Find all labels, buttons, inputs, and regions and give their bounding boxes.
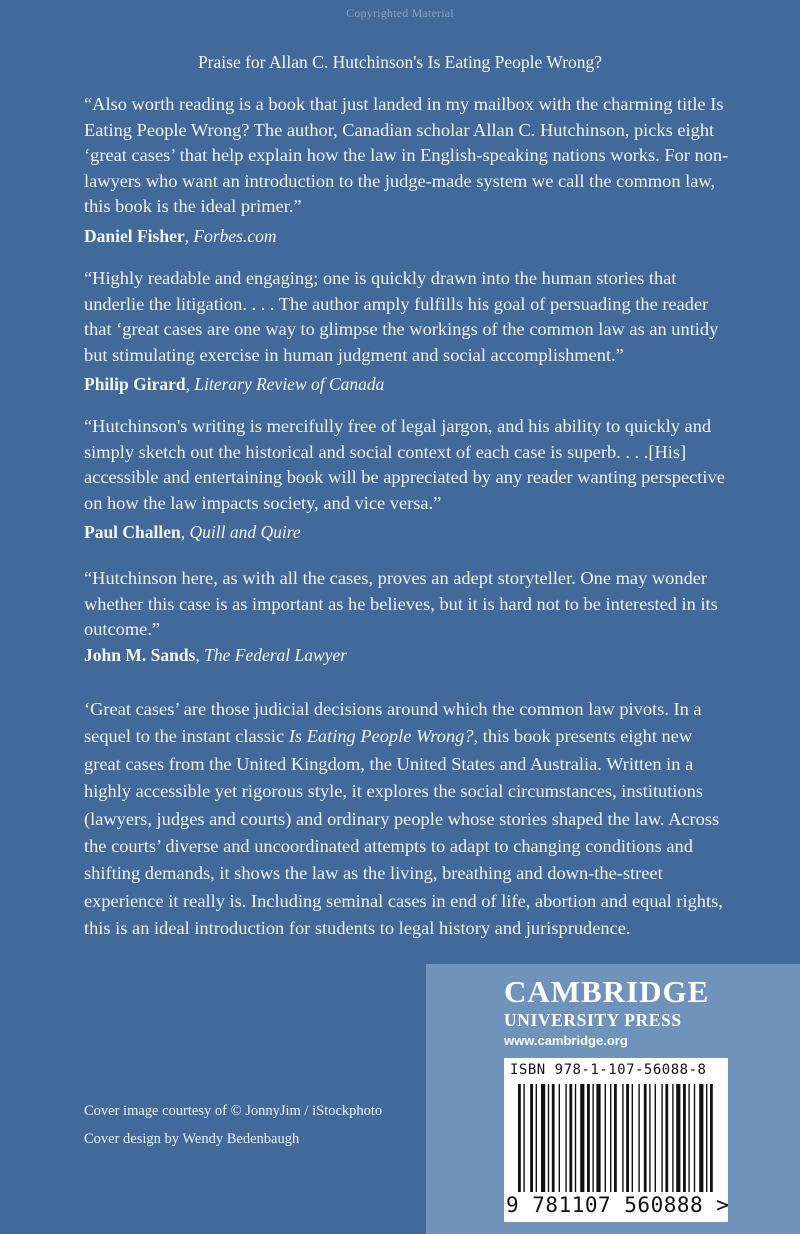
review-source: Forbes.com bbox=[193, 225, 277, 246]
barcode-bar bbox=[596, 1084, 600, 1192]
description-text-rest: , this book presents eight new great cases from the United Kingdom, the United States and Australia. Written in a highly accessible yet rigorous style, it explores the social circumstances, institutions (lawyers, judges and courts) and ordinary people whose stories shaped the law. Across the courts’ diverse and uncoordinated attempts to adapt to changing conditions and shifting demands, it shows the law as the living, breathing and down-the-street experience it really is. Including seminal cases in end of life, abortion and equal rights, this is an ideal introduction for students to legal history and jurisprudence. bbox=[84, 726, 723, 939]
reviewer-name: Philip Girard bbox=[84, 374, 186, 395]
review-girard bbox=[84, 266, 732, 396]
barcode-bar bbox=[565, 1084, 566, 1192]
barcode-bar bbox=[622, 1084, 623, 1192]
review-attribution: Daniel Fisher, Forbes.com bbox=[84, 225, 277, 246]
publisher-subtitle: UNIVERSITY PRESS bbox=[504, 1010, 682, 1030]
review-source: Literary Review of Canada bbox=[194, 374, 385, 395]
barcode-bar bbox=[655, 1084, 656, 1192]
description-book-title: Is Eating People Wrong? bbox=[288, 726, 474, 747]
review-attribution: John M. Sands, The Federal Lawyer bbox=[84, 644, 348, 665]
review-challen bbox=[84, 414, 732, 544]
review-attribution: Paul Challen, Quill and Quire bbox=[84, 522, 301, 543]
reviewer-name: John M. Sands bbox=[84, 644, 196, 665]
barcode-bar bbox=[518, 1084, 521, 1192]
cover-credits bbox=[84, 1097, 444, 1153]
barcode-icon bbox=[518, 1084, 714, 1192]
book-description bbox=[84, 696, 732, 943]
reviewer-name: Daniel Fisher bbox=[84, 225, 185, 246]
barcode-bar bbox=[710, 1084, 713, 1192]
publisher-panel bbox=[426, 964, 800, 1234]
barcode-bar bbox=[580, 1084, 584, 1192]
cover-design-credit: Cover design by Wendy Bedenbaugh bbox=[84, 1131, 300, 1147]
barcode-bar bbox=[530, 1084, 533, 1192]
review-quote: “Hutchinson here, as with all the cases, proves an adept storyteller. One may wonder whether this case is as important as he believes, but it is hard not to be interested in its outcome.” bbox=[84, 568, 718, 640]
review-source: Quill and Quire bbox=[189, 522, 301, 543]
barcode-bar bbox=[541, 1084, 545, 1192]
review-quote: “Also worth reading is a book that just landed in my mailbox with the charming title Is Eating People Wrong? The author, Canadian scholar Allan C. Hutchinson, picks eight ‘great cases’ that help explain how the law in English-speaking nations works. For non-lawyers who want an introduction to the judge-made system we call the common law, this book is the ideal primer.” bbox=[84, 94, 729, 217]
barcode-bar bbox=[587, 1084, 590, 1192]
praise-heading: Praise for Allan C. Hutchinson's Is Eating People Wrong? bbox=[197, 52, 603, 72]
barcode-bar bbox=[605, 1084, 606, 1192]
barcode-bar bbox=[614, 1084, 617, 1192]
barcode-bar bbox=[552, 1084, 555, 1192]
copyright-watermark: Copyrighted Material bbox=[346, 6, 454, 20]
review-fisher bbox=[84, 92, 732, 248]
isbn-label: ISBN 978-1-107-56088-8 bbox=[510, 1062, 707, 1078]
barcode-digits: 9 781107 560888 > bbox=[506, 1193, 730, 1217]
review-quote: “Highly readable and engaging; one is quickly drawn into the human stories that underlie the litigation. . . . The author amply fulfills his goal of persuading the reader that ‘great cases are one way to glimpse the workings of the common law as an untidy but stimulating exercise in human judgment and social accomplishment.” bbox=[84, 268, 719, 365]
barcode-bar bbox=[672, 1084, 673, 1192]
barcode-bar bbox=[649, 1084, 650, 1192]
isbn-barcode-block bbox=[504, 1058, 728, 1222]
reviewer-name: Paul Challen bbox=[84, 522, 181, 543]
cover-image-credit: Cover image courtesy of © JonnyJim / iStockphoto bbox=[84, 1103, 383, 1119]
barcode-bar bbox=[536, 1084, 537, 1192]
barcode-bar bbox=[548, 1084, 549, 1192]
barcode-bar bbox=[688, 1084, 689, 1192]
barcode-bar bbox=[665, 1084, 668, 1192]
publisher-name: CAMBRIDGE bbox=[504, 974, 710, 1009]
barcode-bar bbox=[694, 1084, 695, 1192]
review-sands bbox=[84, 566, 732, 667]
barcode-bar bbox=[575, 1084, 576, 1192]
barcode-bar bbox=[610, 1084, 611, 1192]
barcode-bar bbox=[569, 1084, 572, 1192]
barcode-bar bbox=[626, 1084, 629, 1192]
barcode-bar bbox=[523, 1084, 524, 1192]
barcode-bar bbox=[699, 1084, 703, 1192]
review-attribution: Philip Girard, Literary Review of Canada bbox=[84, 374, 385, 395]
publisher-url: www.cambridge.org bbox=[504, 1033, 628, 1048]
description-text-start: ‘Great cases’ are those judicial decisions around which the common law pivots. In a sequel to the instant classic bbox=[84, 699, 702, 747]
barcode-bar bbox=[638, 1084, 639, 1192]
barcode-bar bbox=[559, 1084, 560, 1192]
barcode-bar bbox=[644, 1084, 647, 1192]
barcode-bar bbox=[706, 1084, 707, 1192]
barcode-bar bbox=[661, 1084, 662, 1192]
review-source: The Federal Lawyer bbox=[204, 644, 348, 665]
barcode-bar bbox=[632, 1084, 633, 1192]
review-quote: “Hutchinson's writing is mercifully free of legal jargon, and his ability to quickly and simply sketch out the historical and social context of each case is superb. . . .[His] accessible and entertaining book will be appreciated by any reader wanting perspective on how the law impacts society, and vice versa.” bbox=[84, 416, 725, 513]
barcode-bar bbox=[676, 1084, 680, 1192]
barcode-bar bbox=[592, 1084, 593, 1192]
barcode-bar bbox=[683, 1084, 686, 1192]
